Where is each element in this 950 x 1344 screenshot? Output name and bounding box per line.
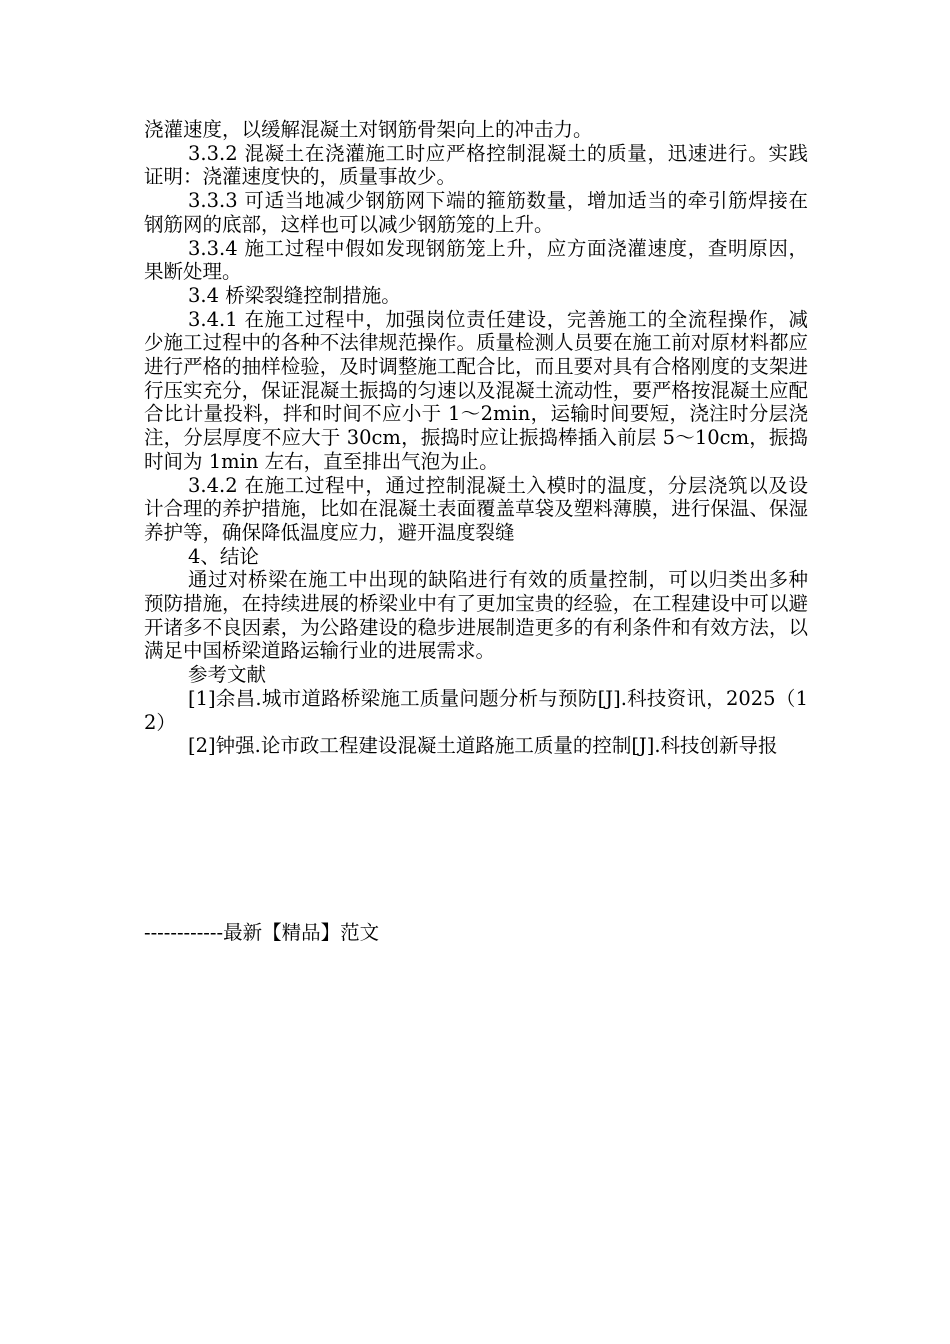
- document-body: [144, 118, 808, 758]
- reference-item-2: [2]钟强.论市政工程建设混凝土道路施工质量的控制[J].科技创新导报: [188, 734, 778, 758]
- reference-item-1: [1]余昌.城市道路桥梁施工质量问题分析与预防[J].科技资讯，2025（12）: [144, 686, 808, 734]
- paragraph-continuation: 浇灌速度，以缓解混凝土对钢筋骨架向上的冲击力。: [144, 118, 593, 141]
- section-heading-3-4: 3.4 桥梁裂缝控制措施。: [188, 283, 401, 307]
- paragraph-3-4-2: 3.4.2 在施工过程中，通过控制混凝土入模时的温度，分层浇筑以及设计合理的养护措施，比如在混凝土表面覆盖草袋及塑料薄膜，进行保温、保湿养护等，确保降低温度应力，避开温度裂缝: [144, 473, 808, 544]
- paragraph-3-3-4: 3.3.4 施工过程中假如发现钢筋笼上升，应方面浇灌速度，查明原因，果断处理。: [144, 236, 808, 284]
- references-heading: 参考文献: [188, 663, 267, 687]
- paragraph-conclusion: 通过对桥梁在施工中出现的缺陷进行有效的质量控制，可以归类出多种预防措施，在持续进展的桥梁业中有了更加宝贵的经验，在工程建设中可以避开诸多不良因素，为公路建设的稳步进展制造更多的有利条件和有效方法，以满足中国桥梁道路运输行业的进展需求。: [144, 568, 808, 663]
- section-heading-conclusion: 4、结论: [188, 544, 259, 568]
- footer-banner: ------------最新【精品】范文: [144, 921, 380, 944]
- paragraph-3-4-1: 3.4.1 在施工过程中，加强岗位责任建设，完善施工的全流程操作，减少施工过程中的各种不法律规范操作。质量检测人员要在施工前对原材料都应进行严格的抽样检验，及时调整施工配合比，而且要对具有合格刚度的支架进行压实充分，保证混凝土振捣的匀速以及混凝土流动性，要严格按混凝土应配合比计量投料，拌和时间不应小于 1～2min，运输时间要短，浇注时分层浇注，分层厚度不应大于 30cm，振捣时应让振捣棒插入前层 5～10cm，振捣时间为 1min 左右，直至排出气泡为止。: [144, 307, 808, 473]
- paragraph-3-3-2: 3.3.2 混凝土在浇灌施工时应严格控制混凝土的质量，迅速进行。实践证明：浇灌速度快的，质量事故少。: [144, 141, 808, 189]
- paragraph-3-3-3: 3.3.3 可适当地减少钢筋网下端的箍筋数量，增加适当的牵引筋焊接在钢筋网的底部，这样也可以减少钢筋笼的上升。: [144, 189, 808, 236]
